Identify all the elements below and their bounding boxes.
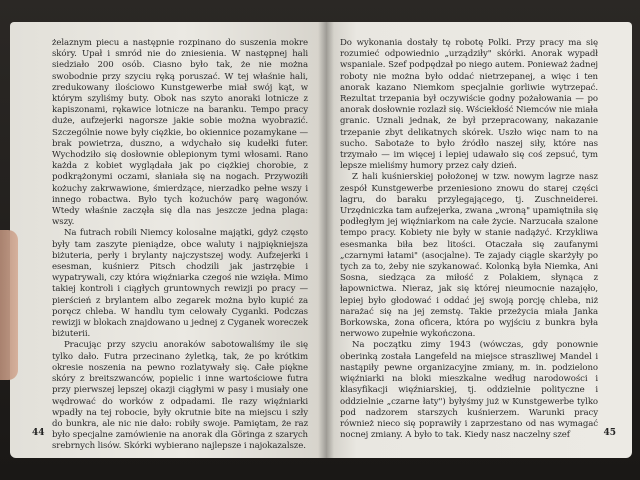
- page-number: 45: [603, 428, 616, 438]
- left-page: [10, 22, 326, 458]
- paragraph: Pracując przy szyciu anoraków sabotowaliśmy ile się tylko dało. Futra przecinano żyletką, tak, że po krótkim okresie noszenia na pewno rozlatywały się. Całe piękne skóry z breitszwanców, popielic i inne wartościowe futra przy pierwszej lepszej okazji ciągłymi w pasy i musiały one wędrować do worków z odpadami. Ile razy więźniarki wpadły na tej robocie, były okrutnie bite na miejscu i szły do bunkra, ale nic nie dało: robiły swoje. Pamiętam, że raz było specjalne zamówienie na anorak dla Göringa z szarych srebrnych lisów. Skórki wybierano najlepsze i najokazalsze.: [52, 340, 308, 452]
- right-page: [326, 22, 632, 458]
- paragraph: Na futrach robili Niemcy kolosalne majątki, gdyż często były tam zaszyte pieniądze, obce waluty i najpiękniejsza biżuteria, perły i brylanty najczystszej wody. Aufzejerki i esesman, kuśnierz Pitsch chodzili jak jastrzębie i wypatrywali, czy która więźniarka czegoś nie wzięła. Mimo takiej kontroli i ciągłych gruntownych rewizji po pracy — pierścień z brylantem albo zegarek można było kupić za poręcz chleba. W handlu tym celowały Cyganki. Podczas rewizji w blokach znajdowano u jednej z Cyganek woreczek biżuterii.: [52, 228, 308, 340]
- left-page-text: [52, 38, 308, 453]
- right-page-text: [340, 38, 598, 441]
- paragraph: Z hali kuśnierskiej położonej w tzw. nowym lagrze nasz zespół Kunstgewerbe przeniesiono znowu do starej części lagru, do baraku przylegającego, tj. Zuschneiderei. Urzędniczka tam aufzejerka, zwana „wroną" upamiętniła się podłegłym jej więźniarkom na całe życie. Narzucała szalone tempo pracy. Kobiety nie były w stanie nadążyć. Krzykliwa esesmanka biła bez litości. Otaczała się zaufanymi „czarnymi łatami" (asocjalne). Te zajady ciągle skarżyły po tych za to, żeby nie szykanować. Kolonką była Niemka, Ani Sosna, siedząca za miłość z Polakiem, słynąca z łapownictwa. Nieraz, jak się której nieumocnie nazajęło, lepiej było głodować i oddać jej swoją porcję chleba, niż narażać się na jej zemstę. Takie przeżycia miała Janka Borkowska, żona oficera, która po wyjściu z bunkra była nerwowo zupełnie wykończona.: [340, 172, 598, 340]
- paragraph: Na początku zimy 1943 (wówczas, gdy ponownie oberinką została Langefeld na miejsce straszliwej Mandel i nastąpiły pewne organizacyjne zmiany, m. in. podzielono więźniarki na bloki mieszkalne według narodowości i klasyfikacji więźniarskiej, tj. oddzielnie polityczne i oddzielnie „czarne łaty") byłyśmy już w Kunstgewerbe tylko pod nadzorem starszych kuśnierzem. Warunki pracy również nieco się poprawiły i zaprzestano od nas wymagać nocnej zmiany. A było to tak. Kiedy nasz naczelny szef: [340, 340, 598, 441]
- thumb: [0, 230, 18, 380]
- book-gutter: [318, 22, 334, 458]
- page-number: 44: [32, 428, 45, 438]
- paragraph: Do wykonania dostały tę robotę Polki. Przy pracy ma się rozumieć odpowiednio „urządziły" skórki. Anorak wypadł wspaniale. Szef podpędzał po niego autem. Ponieważ żadnej roboty nie można było oddać nietrzepanej, a więc i ten anorak kazano Niemkom specjalnie gorliwie wytrzepać. Rezultat trzepania był oczywiście godny pożałowania — po anorak dosłownie rozlazł się. Wściekłość Niemców nie miała granic. Uznali jednak, że był przepracowany, nakazanie trzepanie zbyt delikatnych skórek. Uszło więc nam to na sucho. Sabotaże to było źródło naszej siły, które nas trzymało — im więcej i lepiej udawało się coś zepsuć, tym lepsze mieliśmy humory przez cały dzień.: [340, 38, 598, 172]
- paragraph: żelaznym piecu a następnie rozpinano do suszenia mokre skóry. Upał i smród nie do zniesienia. W następnej hali siedziało 200 osób. Ciasno było tak, że nie można swobodnie przy szyciu ręką poruszać. W tej właśnie hali, zredukowany ilościowo Kunstgewerbe miał swój kąt, w którym szyliśmy buty. Obok nas szyto anoraki lotnicze z kapiszonami, rękawice lotnicze na baranku. Tempo pracy duże, aufzejerki nagorsze jakie sobie można wyobrazić. Szczególnie nowe były ciężkie, bo okiennice pozamykane — brak powietrza, duszno, a wdychało się kudełki futer. Wychodziło się dosłownie oblepionym tymi włosami. Rano każda z kobiet wyglądała jak po ciężkiej chorobie, z podkrążonymi oczami, słaniała się na nogach. Przywoziłi kożuchy zakrwawione, śmierdzące, nierzadko pełne wszy i innego robactwa. Było tych kożuchów parę wagonów. Wtedy właśnie zaczęła się dla nas jeszcze jedna plaga: wszy.: [52, 38, 308, 228]
